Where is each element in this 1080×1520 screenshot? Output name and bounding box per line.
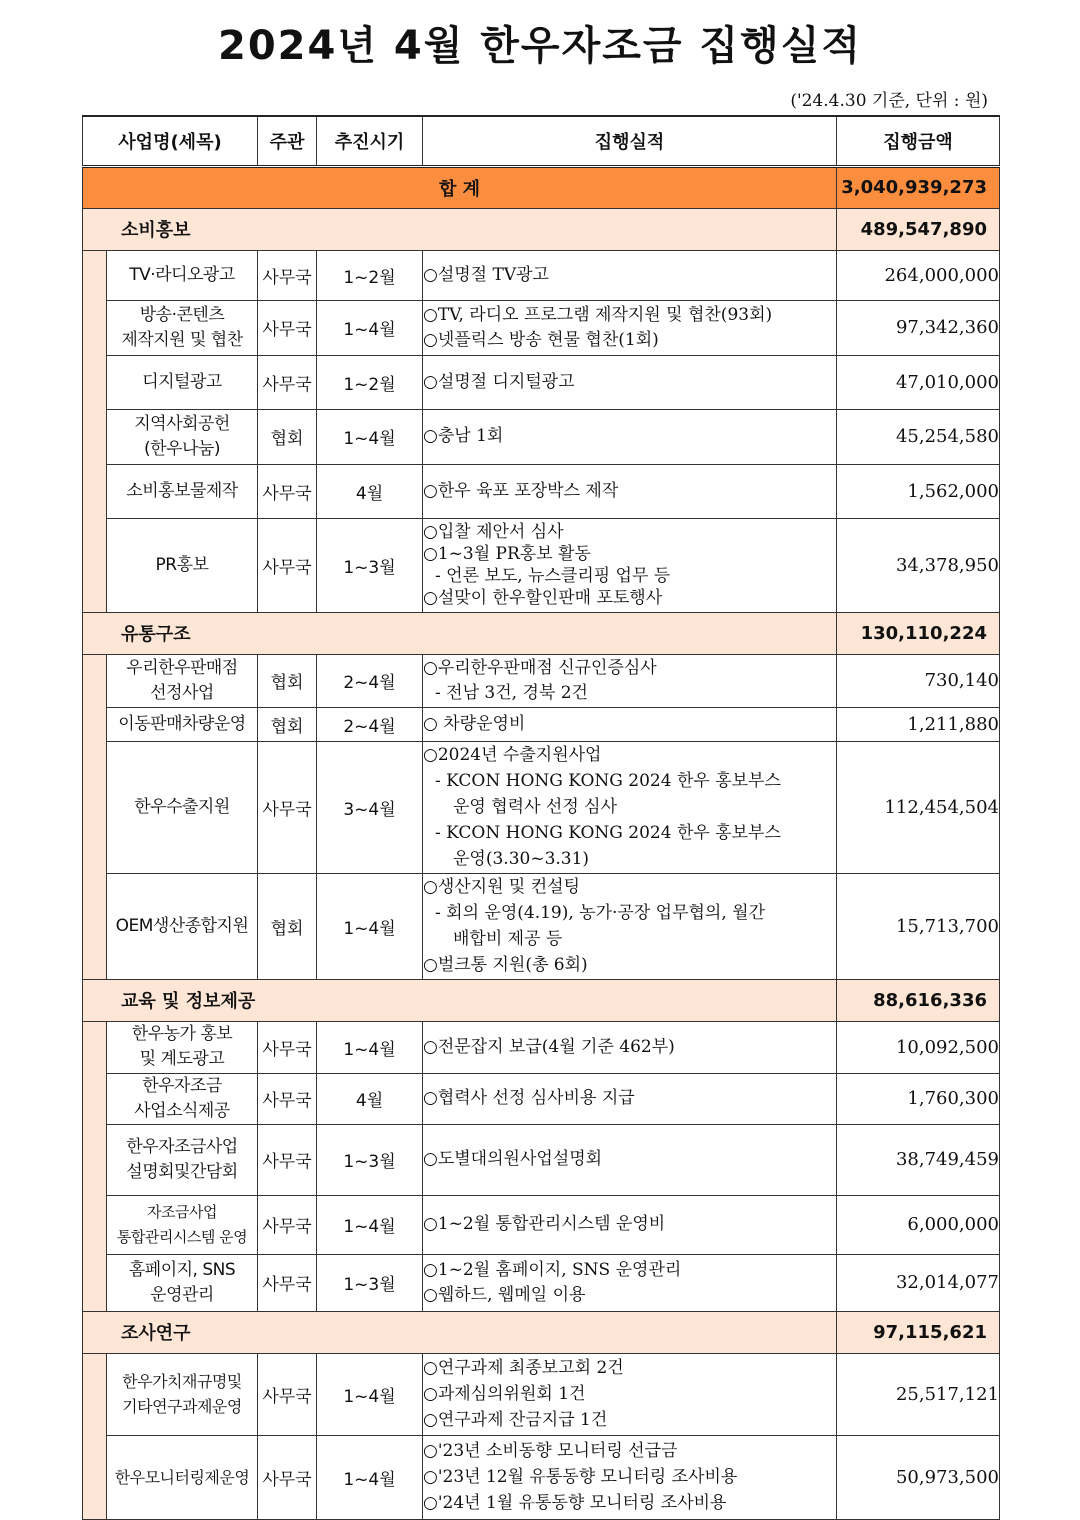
item-period: 1~3월 [317,1124,423,1195]
item-detail: ○1~2월 통합관리시스템 운영비 [423,1195,837,1254]
item-detail: ○'23년 소비동향 모니터링 선급금 ○'23년 12월 유통동향 모니터링 조사비용 ○'24년 1월 유통동향 모니터링 조사비용 [423,1435,837,1519]
item-detail: ○생산지원 및 컨설팅 - 회의 운영(4.19), 농가·공장 업무협의, 월간 배합비 제공 등 ○벌크통 지원(총 6회) [423,873,837,979]
item-org: 협회 [258,409,317,464]
table-row [83,707,1000,741]
item-amount: 15,713,700 [837,873,1000,979]
item-period: 1~2월 [317,355,423,409]
table-row [83,654,1000,707]
category-indent [83,1353,107,1519]
item-period: 1~4월 [317,409,423,464]
item-name: PR홍보 [107,518,258,612]
table-row [83,518,1000,612]
category-amount: 97,115,621 [837,1311,1000,1353]
item-amount: 1,562,000 [837,464,1000,518]
item-org: 사무국 [258,1073,317,1124]
item-name: 소비홍보물제작 [107,464,258,518]
item-name: 우리한우판매점 선정사업 [107,654,258,707]
reference-note: ('24.4.30 기준, 단위 : 원) [790,91,988,111]
table-row [83,1195,1000,1254]
category-amount: 88,616,336 [837,979,1000,1021]
item-amount: 264,000,000 [837,250,1000,300]
header-org: 주관 [258,116,317,166]
table-row [83,464,1000,518]
table-row [83,1021,1000,1073]
item-period: 2~4월 [317,654,423,707]
item-period: 1~2월 [317,250,423,300]
item-name: OEM생산종합지원 [107,873,258,979]
category-amount: 130,110,224 [837,612,1000,654]
item-amount: 34,378,950 [837,518,1000,612]
item-detail: ○도별대의원사업설명회 [423,1124,837,1195]
table-row [83,1254,1000,1311]
item-amount: 6,000,000 [837,1195,1000,1254]
item-org: 사무국 [258,1435,317,1519]
table-row [83,1353,1000,1435]
table-row [83,1073,1000,1124]
item-amount: 112,454,504 [837,741,1000,873]
item-period: 2~4월 [317,707,423,741]
total-amount: 3,040,939,273 [837,166,1000,208]
item-name: TV·라디오광고 [107,250,258,300]
item-period: 3~4월 [317,741,423,873]
item-org: 사무국 [258,1195,317,1254]
item-org: 사무국 [258,741,317,873]
category-indent [83,654,107,979]
total-row [83,166,1000,208]
table-row [83,1124,1000,1195]
category-row [83,979,1000,1021]
item-name: 자조금사업 통합관리시스템 운영 [107,1195,258,1254]
item-detail: ○입찰 제안서 심사 ○1~3월 PR홍보 활동 - 언론 보도, 뉴스클리핑 업무 등 ○설맞이 한우할인판매 포토행사 [423,518,837,612]
category-row [83,612,1000,654]
item-org: 사무국 [258,464,317,518]
item-period: 1~4월 [317,1195,423,1254]
item-detail: ○협력사 선정 심사비용 지급 [423,1073,837,1124]
item-detail: ○ 차량운영비 [423,707,837,741]
item-amount: 1,211,880 [837,707,1000,741]
item-detail: ○2024년 수출지원사업 - KCON HONG KONG 2024 한우 홍보부스 운영 협력사 선정 심사 - KCON HONG KONG 2024 한우 홍보부스 운영(3.30~3.31) [423,741,837,873]
item-detail: ○연구과제 최종보고회 2건 ○과제심의위원회 1건 ○연구과제 잔금지급 1건 [423,1353,837,1435]
item-period: 1~3월 [317,1254,423,1311]
item-org: 협회 [258,873,317,979]
header-detail: 집행실적 [423,116,837,166]
category-label: 교육 및 정보제공 [83,979,837,1021]
item-name: 한우가치재규명및 기타연구과제운영 [107,1353,258,1435]
header-row [83,116,1000,166]
item-name: 한우자조금사업 설명회및간담회 [107,1124,258,1195]
item-period: 1~4월 [317,1353,423,1435]
item-detail: ○설명절 디지털광고 [423,355,837,409]
item-name: 디지털광고 [107,355,258,409]
item-amount: 32,014,077 [837,1254,1000,1311]
item-org: 사무국 [258,250,317,300]
category-amount: 489,547,890 [837,208,1000,250]
item-org: 협회 [258,707,317,741]
item-detail: ○충남 1회 [423,409,837,464]
category-row [83,1311,1000,1353]
item-detail: ○설명절 TV광고 [423,250,837,300]
category-indent [83,1021,107,1311]
category-indent [83,250,107,612]
header-amount: 집행금액 [837,116,1000,166]
header-period: 추진시기 [317,116,423,166]
item-period: 1~4월 [317,1021,423,1073]
item-name: 방송·콘텐츠 제작지원 및 협찬 [107,300,258,355]
item-org: 사무국 [258,1353,317,1435]
item-org: 사무국 [258,1021,317,1073]
item-name: 한우자조금 사업소식제공 [107,1073,258,1124]
table-row [83,741,1000,873]
item-amount: 50,973,500 [837,1435,1000,1519]
item-org: 사무국 [258,1124,317,1195]
item-detail: ○한우 육포 포장박스 제작 [423,464,837,518]
item-detail: ○우리한우판매점 신규인증심사 - 전남 3건, 경북 2건 [423,654,837,707]
header-name: 사업명(세목) [83,116,258,166]
item-period: 1~4월 [317,300,423,355]
item-name: 이동판매차량운영 [107,707,258,741]
item-amount: 1,760,300 [837,1073,1000,1124]
table-row [83,1435,1000,1519]
table-row [83,409,1000,464]
item-org: 사무국 [258,518,317,612]
item-name: 한우수출지원 [107,741,258,873]
table-row [83,873,1000,979]
item-amount: 97,342,360 [837,300,1000,355]
total-label: 합 계 [83,166,837,208]
item-amount: 38,749,459 [837,1124,1000,1195]
item-org: 사무국 [258,355,317,409]
item-period: 1~4월 [317,1435,423,1519]
item-detail: ○전문잡지 보급(4월 기준 462부) [423,1021,837,1073]
item-period: 1~3월 [317,518,423,612]
table-row [83,300,1000,355]
item-period: 1~4월 [317,873,423,979]
category-row [83,208,1000,250]
item-amount: 25,517,121 [837,1353,1000,1435]
item-amount: 45,254,580 [837,409,1000,464]
item-amount: 730,140 [837,654,1000,707]
item-period: 4월 [317,1073,423,1124]
item-amount: 10,092,500 [837,1021,1000,1073]
item-period: 4월 [317,464,423,518]
item-org: 사무국 [258,300,317,355]
item-org: 협회 [258,654,317,707]
item-name: 홈페이지, SNS 운영관리 [107,1254,258,1311]
category-label: 소비홍보 [83,208,837,250]
execution-table [82,115,1000,1520]
category-label: 조사연구 [83,1311,837,1353]
item-detail: ○TV, 라디오 프로그램 제작지원 및 협찬(93회) ○넷플릭스 방송 현물 협찬(1회) [423,300,837,355]
item-detail: ○1~2월 홈페이지, SNS 운영관리 ○웹하드, 웹메일 이용 [423,1254,837,1311]
item-name: 지역사회공헌 (한우나눔) [107,409,258,464]
category-label: 유통구조 [83,612,837,654]
item-org: 사무국 [258,1254,317,1311]
item-name: 한우모니터링제운영 [107,1435,258,1519]
table-row [83,250,1000,300]
item-amount: 47,010,000 [837,355,1000,409]
page-title: 2024년 4월 한우자조금 집행실적 [218,23,862,69]
item-name: 한우농가 홍보 및 계도광고 [107,1021,258,1073]
table-row [83,355,1000,409]
